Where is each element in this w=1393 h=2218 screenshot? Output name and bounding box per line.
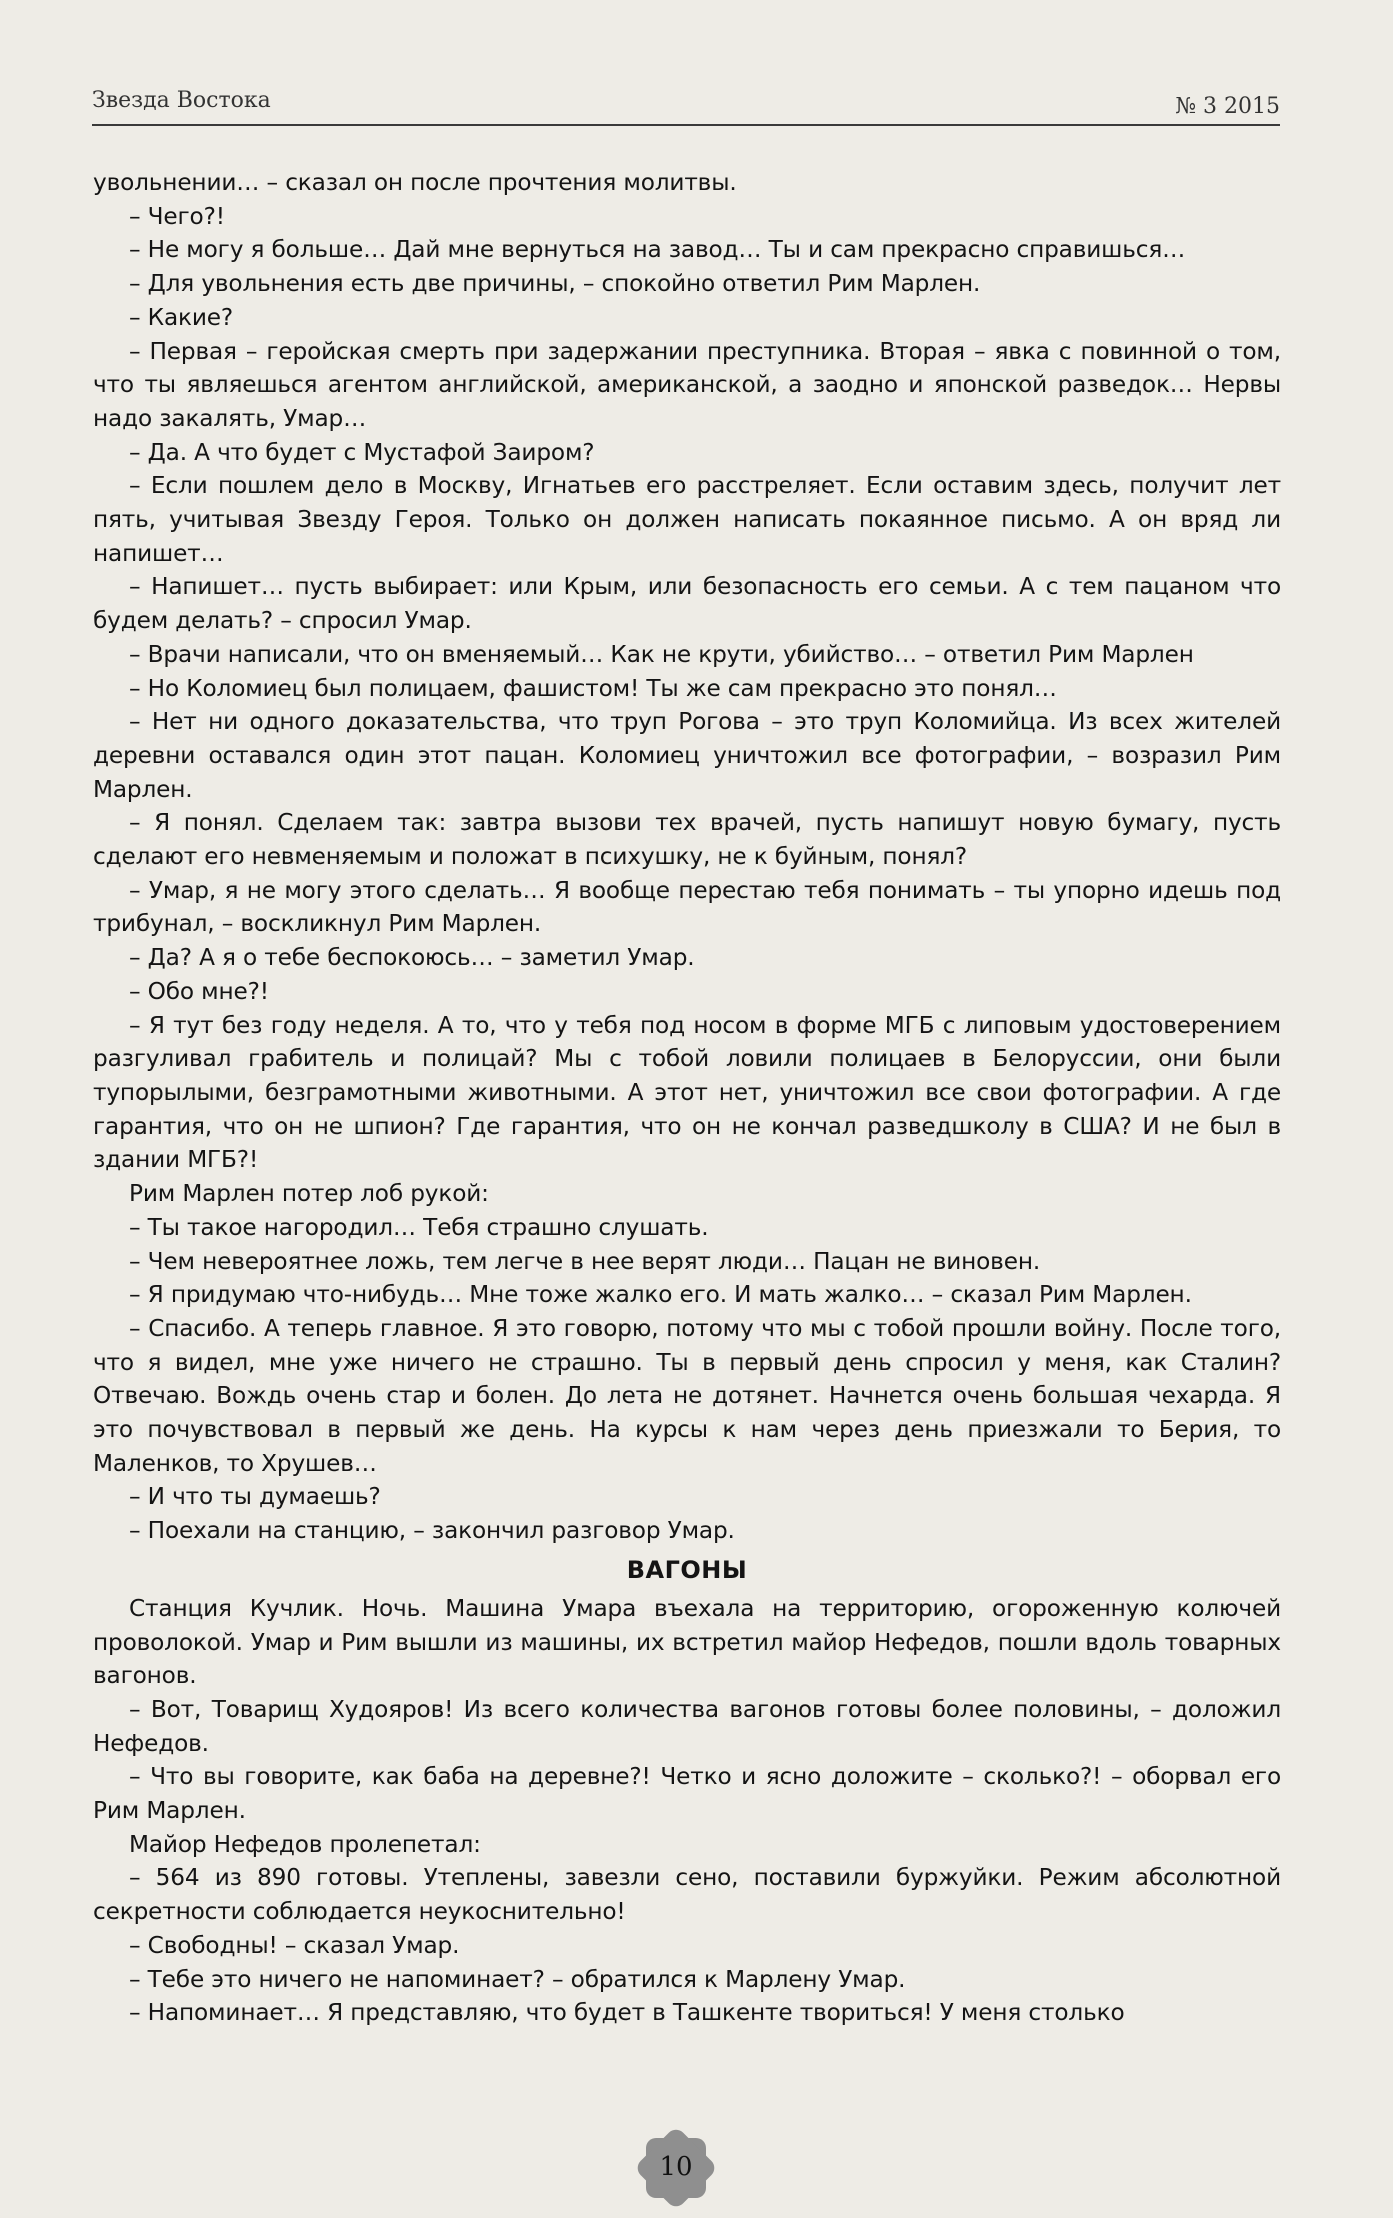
paragraph: – 564 из 890 готовы. Утеплены, завезли сено, поставили буржуйки. Режим абсолютной секретности соблюдается неукоснительно! (93, 1864, 1281, 1926)
page-number: 10 (659, 2152, 693, 2182)
journal-title: Звезда Востока (92, 88, 271, 113)
paragraph: – Тебе это ничего не напоминает? – обратился к Марлену Умар. (129, 1965, 906, 1993)
paragraph: – Но Коломиец был полицаем, фашистом! Ты же сам прекрасно это понял… (129, 674, 1057, 702)
issue-number: № 3 2015 (1175, 94, 1280, 119)
page-number-badge (638, 2134, 714, 2204)
paragraph: – Поехали на станцию, – закончил разговор Умар. (129, 1517, 735, 1545)
paragraph: – Напоминает… Я представляю, что будет в Ташкенте твориться! У меня столько (129, 1999, 1125, 2027)
paragraph: увольнении… – сказал он после прочтения молитвы. (93, 169, 737, 196)
paragraph: – Если пошлем дело в Москву, Игнатьев его расстреляет. Если оставим здесь, получит лет пять, учитывая Звезду Героя. Только он должен написать покаянное письмо. А он вряд ли напишет… (93, 472, 1281, 567)
paragraph: – Какие? (129, 303, 234, 331)
article-body (93, 166, 1281, 2030)
paragraph: – Да? А я о тебе беспокоюсь… – заметил Умар. (129, 944, 695, 972)
paragraph: – Нет ни одного доказательства, что труп Рогова – это труп Коломийца. Из всех жителей деревни оставался один этот пацан. Коломиец уничтожил все фотографии, – возразил Рим Марлен. (93, 708, 1281, 803)
paragraph: – Врачи написали, что он вменяемый… Как не крути, убийство… – ответил Рим Марлен (129, 640, 1194, 668)
paragraph: – Я придумаю что-нибудь… Мне тоже жалко его. И мать жалко… – сказал Рим Марлен. (129, 1281, 1192, 1309)
paragraph: – Спасибо. А теперь главное. Я это говорю, потому что мы с тобой прошли войну. После того, что я видел, мне уже ничего не страшно. Ты в первый день спросил у меня, как Сталин? Отвечаю. Вождь очень стар и болен. До лета не дотянет. Начнется очень большая чехарда. Я это почувствовал в первый же день. На курсы к нам через день приезжали то Берия, то Маленков, то Хрушев… (93, 1314, 1281, 1477)
paragraph: Рим Марлен потер лоб рукой: (129, 1180, 489, 1208)
running-head (92, 88, 1280, 126)
paragraph: Майор Нефедов пролепетал: (129, 1830, 481, 1858)
paragraph: – Свободны! – сказал Умар. (129, 1931, 460, 1959)
paragraph: – Чем невероятнее ложь, тем легче в нее верят люди… Пацан не виновен. (129, 1247, 1041, 1275)
paragraph: – Чего?! (129, 202, 225, 230)
paragraph: – Не могу я больше… Дай мне вернуться на завод… Ты и сам прекрасно справишься… (129, 236, 1186, 264)
paragraph: – Что вы говорите, как баба на деревне?! Четко и ясно доложите – сколько?! – оборвал его Рим Марлен. (93, 1763, 1281, 1825)
paragraph: – Ты такое нагородил… Тебя страшно слушать. (129, 1213, 709, 1241)
paragraph: – И что ты думаешь? (129, 1483, 381, 1511)
paragraph: – Обо мне?! (129, 977, 269, 1005)
paragraph: – Напишет… пусть выбирает: или Крым, или безопасность его семьи. А с тем пацаном что будем делать? – спросил Умар. (93, 573, 1281, 635)
paragraph: – Вот, Товарищ Худояров! Из всего количества вагонов готовы более половины, – доложил Нефедов. (93, 1695, 1281, 1757)
paragraph: Станция Кучлик. Ночь. Машина Умара въехала на территорию, огороженную колючей проволокой. Умар и Рим вышли из машины, их встретил майор Нефедов, пошли вдоль товарных вагонов. (93, 1594, 1281, 1690)
section-title: ВАГОНЫ (626, 1555, 748, 1584)
paragraph: – Для увольнения есть две причины, – спокойно ответил Рим Марлен. (129, 270, 981, 298)
paragraph: – Умар, я не могу этого сделать… Я вообще перестаю тебя понимать – ты упорно идешь под трибунал, – воскликнул Рим Марлен. (93, 876, 1281, 938)
paragraph: – Я понял. Сделаем так: завтра вызови тех врачей, пусть напишут новую бумагу, пусть сделают его невменяемым и положат в психушку, не к буйным, понял? (93, 809, 1281, 871)
paragraph: – Да. А что будет с Мустафой Заиром? (129, 438, 595, 466)
paragraph: – Первая – геройская смерть при задержании преступника. Вторая – явка с повинной о том, что ты являешься агентом английской, американской, а заодно и японской разведок… Нервы надо закалять, Умар… (93, 337, 1281, 432)
paragraph: – Я тут без году неделя. А то, что у тебя под носом в форме МГБ с липовым удостоверением разгуливал грабитель и полицай? Мы с тобой ловили полицаев в Белоруссии, они были тупорылыми, безграмотными животными. А этот нет, уничтожил все свои фотографии. А где гарантия, что он не шпион? Где гарантия, что он не кончал разведшколу в США? И не был в здании МГБ?! (93, 1011, 1281, 1174)
